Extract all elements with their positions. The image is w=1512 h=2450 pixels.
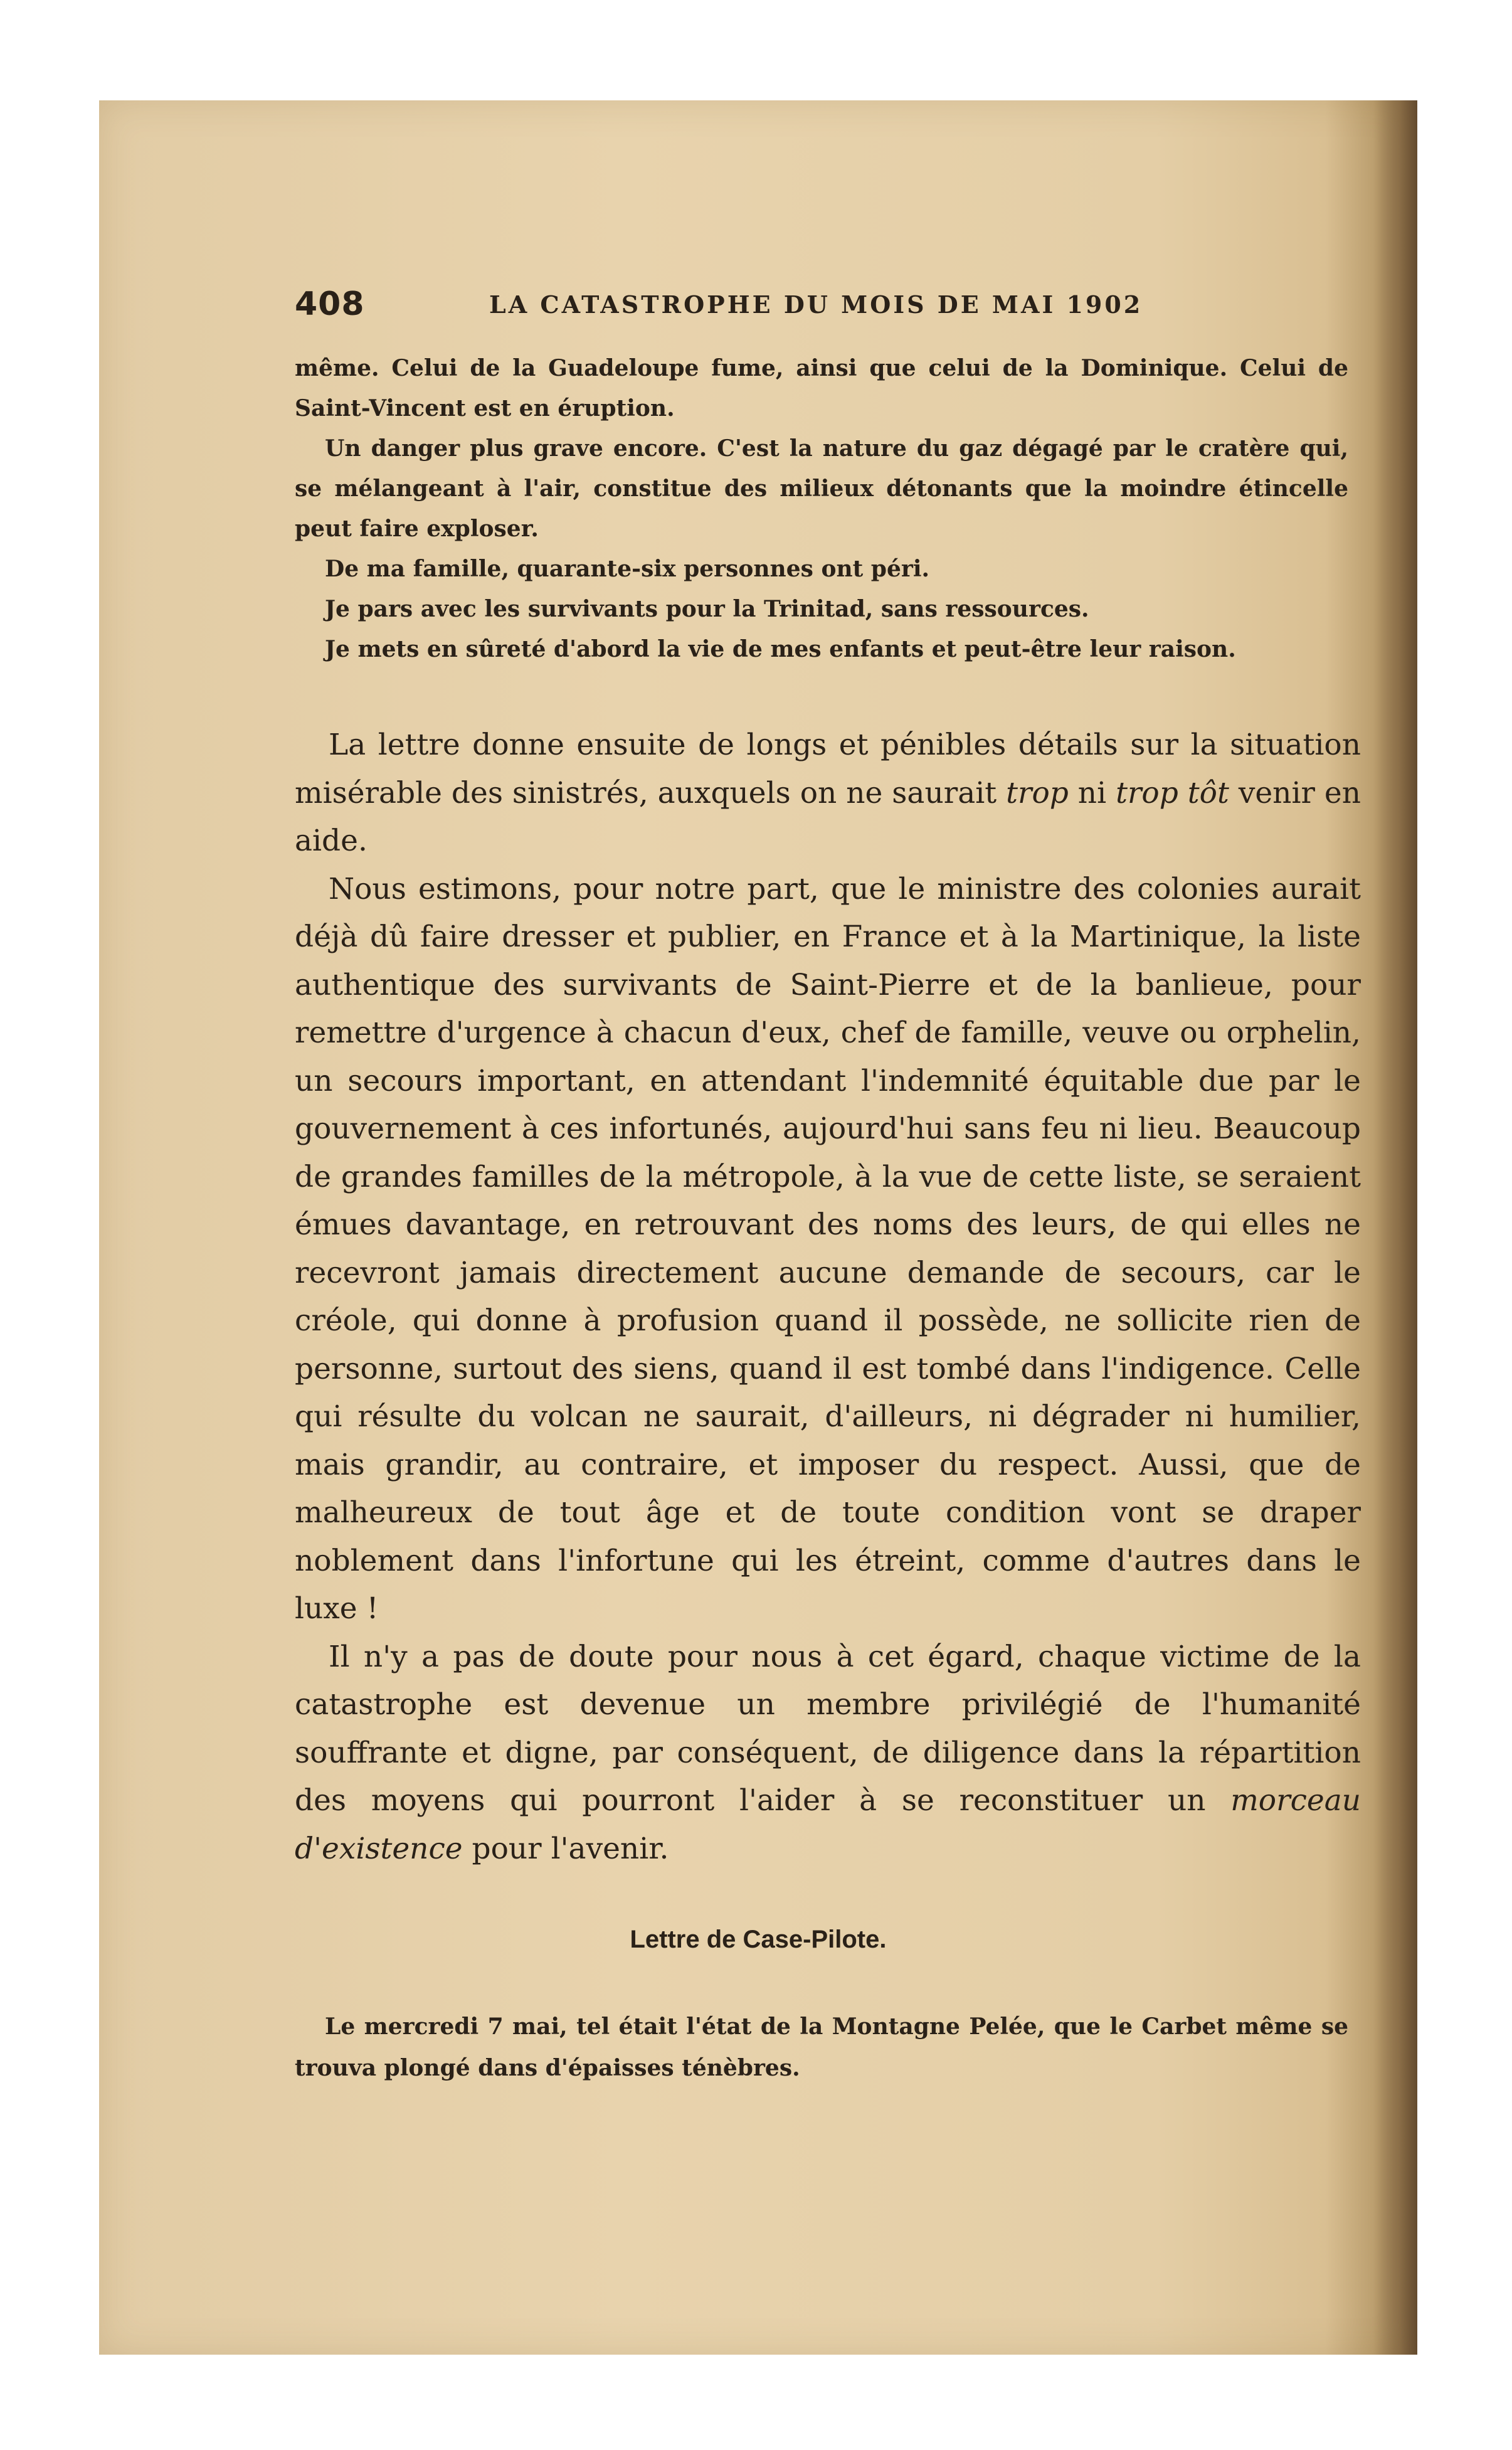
quote-paragraph: Je pars avec les survivants pour la Trinitad, sans ressources. — [325, 596, 1089, 622]
page-number: 408 — [295, 285, 365, 323]
emphasis: morceau d'existence — [295, 1783, 1361, 1866]
quote-paragraph: Je mets en sûreté d'abord la vie de mes enfants et peut-être leur raison. — [325, 636, 1236, 662]
body-paragraph — [295, 1633, 1361, 1874]
page-spine-shadow — [1373, 100, 1417, 2355]
closing-paragraph: Le mercredi 7 mai, tel était l'état de la Montagne Pelée, que le Carbet même se trouva plongé dans d'épaisses ténèbres. — [295, 2013, 1348, 2081]
running-head: LA CATASTROPHE DU MOIS DE MAI 1902 — [489, 290, 1143, 319]
text-run: Il n'y a pas de doute pour nous à cet égard, chaque victime de la catastrophe est devenue un membre privilégié de l'humanité souffrante et digne, par conséquent, de diligence dans la répartition des moyens qui pourront l'aider à se reconstituer un — [295, 1639, 1361, 1818]
emphasis: trop — [1006, 775, 1069, 810]
quoted-letter — [295, 348, 1348, 669]
book-page — [99, 100, 1417, 2355]
text-run: ni — [1068, 775, 1116, 810]
page-header — [295, 285, 1235, 329]
body-paragraph: Nous estimons, pour notre part, que le ministre des colonies aurait déjà dû faire dresser et publier, en France et à la Martinique, la liste authentique des survivants de Saint-Pierre et de la banlieue, pour remettre d'urgence à chacun d'eux, chef de famille, veuve ou orphelin, un secours important, en attendant l'indemnité équitable due par le gouvernement à ces infortunés, aujourd'hui sans feu ni lieu. Beaucoup de grandes familles de la métropole, à la vue de cette liste, se seraient émues davantage, en retrouvant des noms des leurs, de qui elles ne recevront jamais directement aucune demande de secours, car le créole, qui donne à profusion quand il possède, ne sollicite rien de personne, surtout des siens, quand il est tombé dans l'indigence. Celle qui résulte du volcan ne saurait, d'ailleurs, ni dégrader ni humilier, mais grandir, au contraire, et imposer du respect. Aussi, que de malheureux de tout âge et de toute condition vont se draper noblement dans l'infortune qui les étreint, comme d'autres dans le luxe ! — [295, 871, 1361, 1626]
main-text — [295, 721, 1361, 1873]
closing-paragraph-block — [295, 2006, 1348, 2089]
text-run: La lettre donne ensuite de longs et pénibles détails sur la situation misérable des sinistrés, auxquels on ne saurait — [295, 728, 1361, 810]
text-run: venir en aide. — [295, 775, 1361, 858]
quote-paragraph: Un danger plus grave encore. C'est la nature du gaz dégagé par le cratère qui, se mélangeant à l'air, constitue des milieux détonants que la moindre étincelle peut faire exploser. — [295, 435, 1348, 542]
emphasis: trop tôt — [1116, 775, 1229, 810]
quote-paragraph: même. Celui de la Guadeloupe fume, ainsi que celui de la Dominique. Celui de Saint-Vincent est en éruption. — [295, 355, 1348, 422]
section-title: Lettre de Case-Pilote. — [630, 1926, 887, 1953]
text-run: pour l'avenir. — [462, 1831, 669, 1866]
body-paragraph — [295, 721, 1361, 866]
quote-paragraph: De ma famille, quarante-six personnes ont péri. — [325, 556, 930, 582]
